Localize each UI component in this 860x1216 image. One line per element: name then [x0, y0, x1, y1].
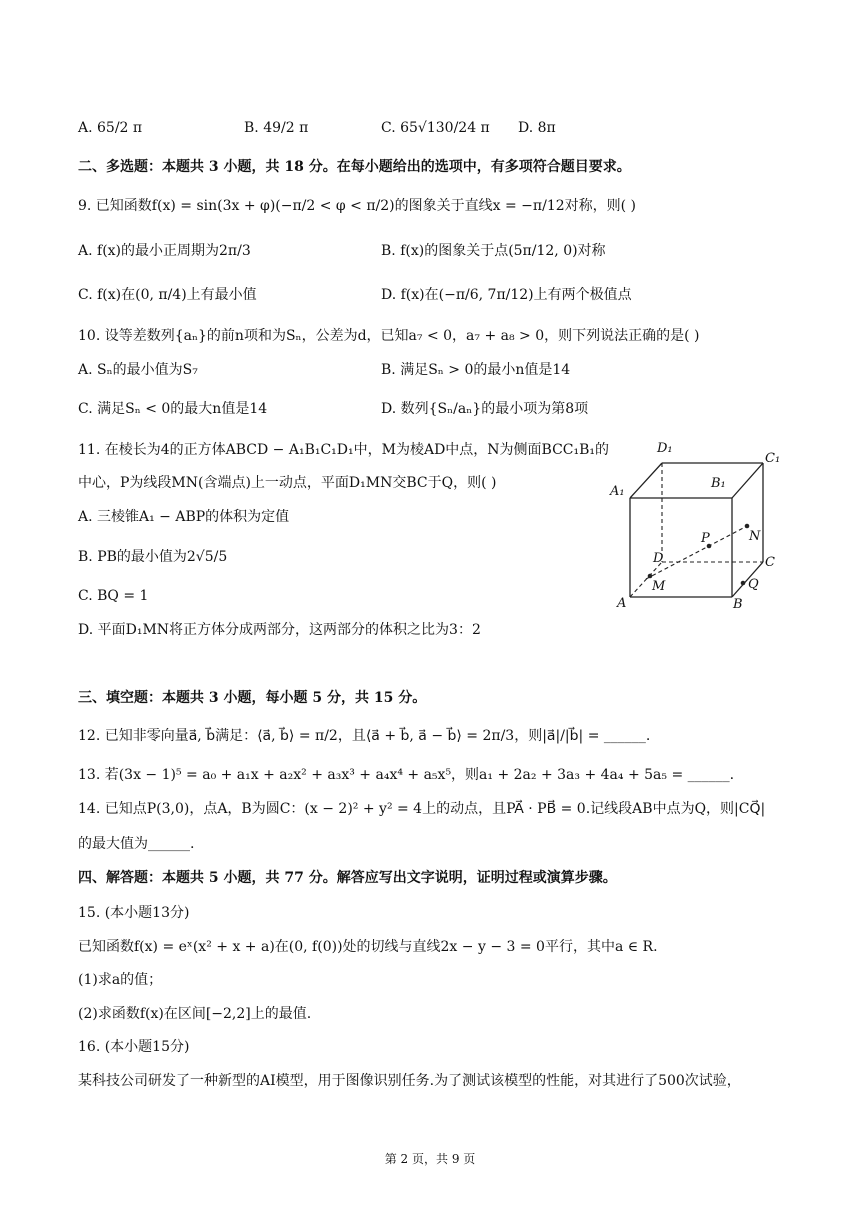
section4-heading: 四、解答题：本题共 5 小题，共 77 分。解答应写出文字说明，证明过程或演算步骤。 — [78, 870, 617, 886]
q9-option-b: B. f(x)的图象关于点(5π/12, 0)对称 — [381, 243, 606, 259]
q11-stem-line2: 中心，P为线段MN(含端点)上一动点，平面D₁MN交BC于Q，则( ) — [78, 475, 497, 491]
q14-line2: 的最大值为______. — [78, 836, 195, 852]
point-n — [745, 524, 750, 529]
q8-option-d: D. 8π — [518, 120, 556, 136]
q11-option-c: C. BQ = 1 — [78, 588, 149, 604]
q13: 13. 若(3x − 1)⁵ = a₀ + a₁x + a₂x² + a₃x³ + a₄x⁴ + a₅x⁵，则a₁ + 2a₂ + 3a₃ + 4a₄ + 5a₅ = ______. — [78, 767, 735, 783]
q16-header: 16. (本小题15分) — [78, 1039, 190, 1055]
q8-option-a: A. 65/2 π — [78, 120, 143, 136]
label-a: A — [617, 596, 627, 611]
q14-line1: 14. 已知点P(3,0)，点A，B为圆C：(x − 2)² + y² = 4上的动点，且PA⃗ · PB⃗ = 0.记线段AB中点为Q，则|CQ⃗| — [78, 801, 766, 817]
q11-option-a: A. 三棱锥A₁ − ABP的体积为定值 — [78, 509, 290, 525]
label-c1: C₁ — [765, 451, 781, 466]
q10-option-b: B. 满足Sₙ > 0的最小n值是14 — [381, 362, 571, 378]
q15-header: 15. (本小题13分) — [78, 905, 190, 921]
label-d1: D₁ — [657, 441, 673, 456]
q8-option-b: B. 49/2 π — [244, 120, 309, 136]
q11-stem-line1: 11. 在棱长为4的正方体ABCD − A₁B₁C₁D₁中，M为棱AD中点，N为侧面BCC₁B₁的 — [78, 442, 610, 458]
section3-heading: 三、填空题：本题共 3 小题，每小题 5 分，共 15 分。 — [78, 690, 427, 706]
q11-option-b: B. PB的最小值为2√5/5 — [78, 549, 228, 565]
q8-option-c: C. 65√130/24 π — [381, 120, 490, 136]
label-p: P — [701, 531, 710, 546]
label-d: D — [653, 551, 664, 566]
section2-heading: 二、多选题：本题共 3 小题，共 18 分。在每小题给出的选项中，有多项符合题目要求。 — [78, 159, 631, 175]
label-n: N — [749, 529, 761, 544]
q9-option-c: C. f(x)在(0, π/4)上有最小值 — [78, 287, 257, 303]
q9-stem: 9. 已知函数f(x) = sin(3x + φ)(−π/2 < φ < π/2)的图象关于直线x = −π/12对称，则( ) — [78, 198, 637, 214]
q12: 12. 已知非零向量a⃗, b⃗满足：⟨a⃗, b⃗⟩ = π/2，且⟨a⃗ + b⃗, a⃗ − b⃗⟩ = 2π/3，则|a⃗|/|b⃗| = ______. — [78, 728, 651, 744]
q10-option-d: D. 数列{Sₙ/aₙ}的最小项为第8项 — [381, 401, 589, 417]
q10-stem: 10. 设等差数列{aₙ}的前n项和为Sₙ，公差为d，已知a₇ < 0，a₇ + a₈ > 0，则下列说法正确的是( ) — [78, 328, 700, 344]
label-a1: A₁ — [610, 484, 625, 499]
label-b1: B₁ — [711, 476, 726, 491]
label-c: C — [765, 555, 775, 570]
point-m — [648, 574, 653, 579]
q16-stem: 某科技公司研发了一种新型的AI模型，用于图像识别任务.为了测试该模型的性能，对其进行了500次试验， — [78, 1073, 741, 1089]
q11-option-d: D. 平面D₁MN将正方体分成两部分，这两部分的体积之比为3：2 — [78, 622, 481, 638]
q10-option-a: A. Sₙ的最小值为S₇ — [78, 362, 198, 378]
label-b: B — [733, 597, 743, 612]
label-q: Q — [748, 577, 759, 592]
cube-figure — [605, 430, 795, 615]
page-footer: 第 2 页，共 9 页 — [384, 1152, 476, 1166]
q15-part1: (1)求a的值； — [78, 972, 163, 988]
q9-option-d: D. f(x)在(−π/6, 7π/12)上有两个极值点 — [381, 287, 632, 303]
q9-option-a: A. f(x)的最小正周期为2π/3 — [78, 243, 251, 259]
q15-stem: 已知函数f(x) = eˣ(x² + x + a)在(0, f(0))处的切线与直线2x − y − 3 = 0平行，其中a ∈ R. — [78, 939, 658, 955]
label-m: M — [652, 579, 666, 594]
point-q — [741, 581, 746, 586]
q15-part2: (2)求函数f(x)在区间[−2,2]上的最值. — [78, 1006, 312, 1022]
q10-option-c: C. 满足Sₙ < 0的最大n值是14 — [78, 401, 268, 417]
